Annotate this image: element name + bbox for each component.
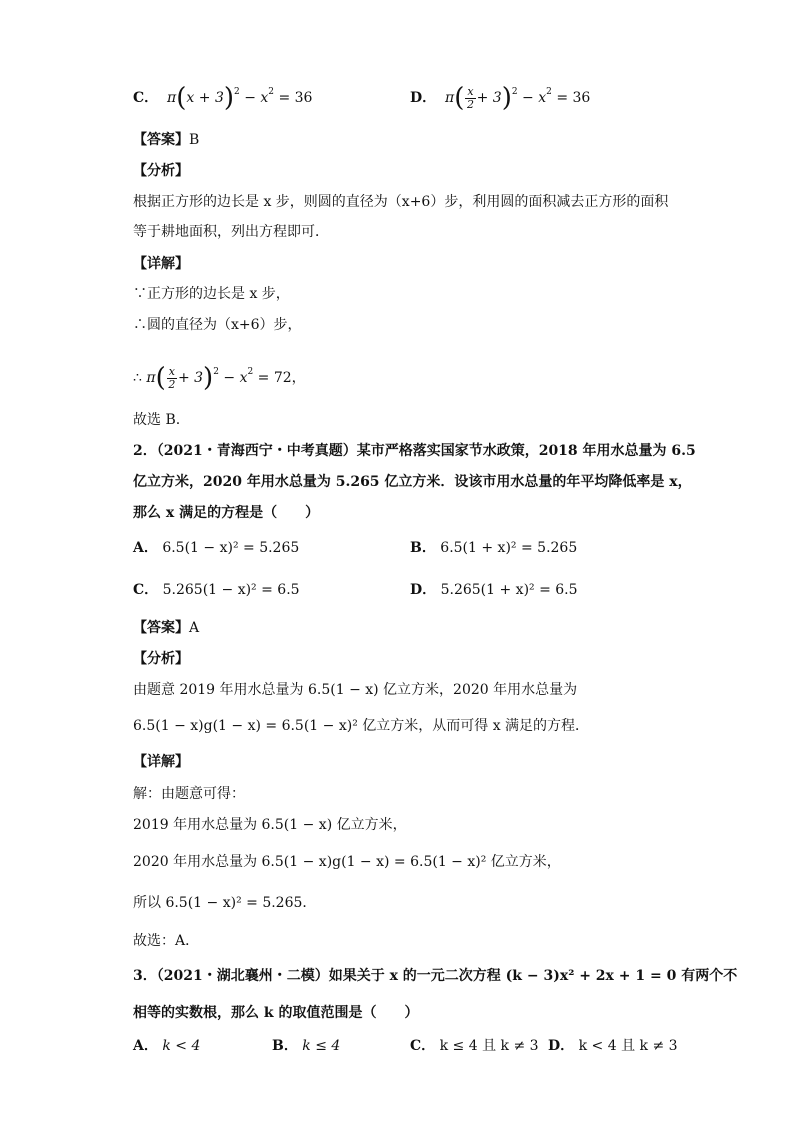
q1-option-c [133, 82, 313, 113]
q3-option-b-label: B． [272, 1038, 298, 1054]
q2-option-d-label: D． [410, 582, 437, 598]
q2-option-b-label: B． [410, 540, 436, 556]
q1-answer [133, 130, 199, 150]
q1-option-d-formula: π( $\frac{x}{2}$ + $3)^2 - x^2 = 36$ [440, 83, 591, 113]
q1-option-c-formula: $\pi(x + 3)^2 - x^2 = 36$ [162, 83, 313, 113]
q2-option-a-formula: 6.5(1 − x)² = 5.265 [162, 540, 300, 556]
q1-detail-line-1: ∵正方形的边长是 x 步， [133, 286, 290, 302]
q1-detail-line-4: 故选 B. [133, 412, 181, 428]
q3-option-a [133, 1036, 200, 1056]
q1-answer-value: B [189, 132, 200, 148]
q2-analysis-tag: 【分析】 [133, 651, 189, 667]
q2-option-c [133, 580, 300, 600]
q2-option-c-label: C． [133, 582, 159, 598]
q3-option-c-formula: k ≤ 4 且 k ≠ 3 [439, 1038, 539, 1054]
q3-header-line-2: 相等的实数根，那么 k 的取值范围是（ ） [133, 1005, 419, 1021]
q2-header-line-3: 那么 x 满足的方程是（ ） [133, 505, 320, 521]
q1-option-d [410, 82, 590, 111]
q3-option-c-label: C． [410, 1038, 436, 1054]
q3-option-d [548, 1036, 678, 1056]
q2-detail-line-5: 故选：A． [133, 933, 200, 949]
q1-option-c-label: C． [133, 90, 159, 106]
q3-option-a-formula: k < 4 [162, 1038, 201, 1054]
q2-option-d-formula: 5.265(1 + x)² = 6.5 [440, 582, 578, 598]
q2-detail-line-3: 2020 年用水总量为 6.5(1 − x)g(1 − x) = 6.5(1 − x)² 亿立方米， [133, 854, 561, 870]
q2-analysis-line-1: 由题意 2019 年用水总量为 6.5(1 − x) 亿立方米，2020 年用水总量为 [133, 682, 578, 698]
q1-detail-line-3-prefix: ∴ [133, 370, 142, 386]
q1-answer-tag: 【答案】 [133, 132, 189, 148]
q2-option-a-label: A． [133, 540, 158, 556]
q2-detail-line-4: 所以 6.5(1 − x)² = 5.265． [133, 895, 317, 911]
q3-option-b [272, 1036, 340, 1056]
q2-header-line-1: 2．（2021・青海西宁・中考真题）某市严格落实国家节水政策，2018 年用水总量为 6.5 [133, 443, 696, 459]
q2-answer-value: A [189, 620, 200, 636]
q1-detail-line-2: ∴圆的直径为（x+6）步， [133, 317, 302, 333]
q1-option-d-label: D． [410, 90, 437, 106]
q3-option-b-formula: k ≤ 4 [302, 1038, 341, 1054]
q2-detail-tag: 【详解】 [133, 754, 189, 770]
q2-answer [133, 618, 199, 638]
q1-detail-line-3: ∴ π( $\frac{x}{2}$ + $3)^2 - x^2 = 72$， [133, 363, 306, 393]
q3-option-a-label: A． [133, 1038, 158, 1054]
q3-option-c [410, 1036, 539, 1056]
q2-analysis-line-2: 6.5(1 − x)g(1 − x) = 6.5(1 − x)² 亿立方米，从而可得 x 满足的方程． [133, 718, 590, 734]
q2-option-a [133, 538, 299, 558]
q1-analysis-tag: 【分析】 [133, 163, 189, 179]
q2-option-b-formula: 6.5(1 + x)² = 5.265 [440, 540, 578, 556]
q2-option-d [410, 580, 578, 600]
q1-detail-formula: π( $\frac{x}{2}$ + $3)^2 - x^2 = 72$ [146, 363, 292, 393]
q2-answer-tag: 【答案】 [133, 620, 189, 636]
q2-option-c-formula: 5.265(1 − x)² = 6.5 [162, 582, 300, 598]
q2-detail-line-2: 2019 年用水总量为 6.5(1 − x) 亿立方米， [133, 817, 407, 833]
q3-header-line-1: 3．（2021・湖北襄州・二模）如果关于 x 的一元二次方程 (k − 3)x² + 2x + 1 = 0 有两个不 [133, 968, 738, 984]
q2-header-line-2: 亿立方米，2020 年用水总量为 5.265 亿立方米．设该市用水总量的年平均降低率是 x， [133, 474, 692, 490]
q1-analysis-line-2: 等于耕地面积，列出方程即可． [133, 224, 329, 240]
q2-detail-line-1: 解：由题意可得： [133, 786, 245, 802]
q2-option-b [410, 538, 577, 558]
q3-option-d-formula: k < 4 且 k ≠ 3 [578, 1038, 678, 1054]
q1-detail-tag: 【详解】 [133, 256, 189, 272]
q3-option-d-label: D． [548, 1038, 575, 1054]
q1-analysis-line-1: 根据正方形的边长是 x 步，则圆的直径为（x+6）步，利用圆的面积减去正方形的面积 [133, 194, 669, 210]
